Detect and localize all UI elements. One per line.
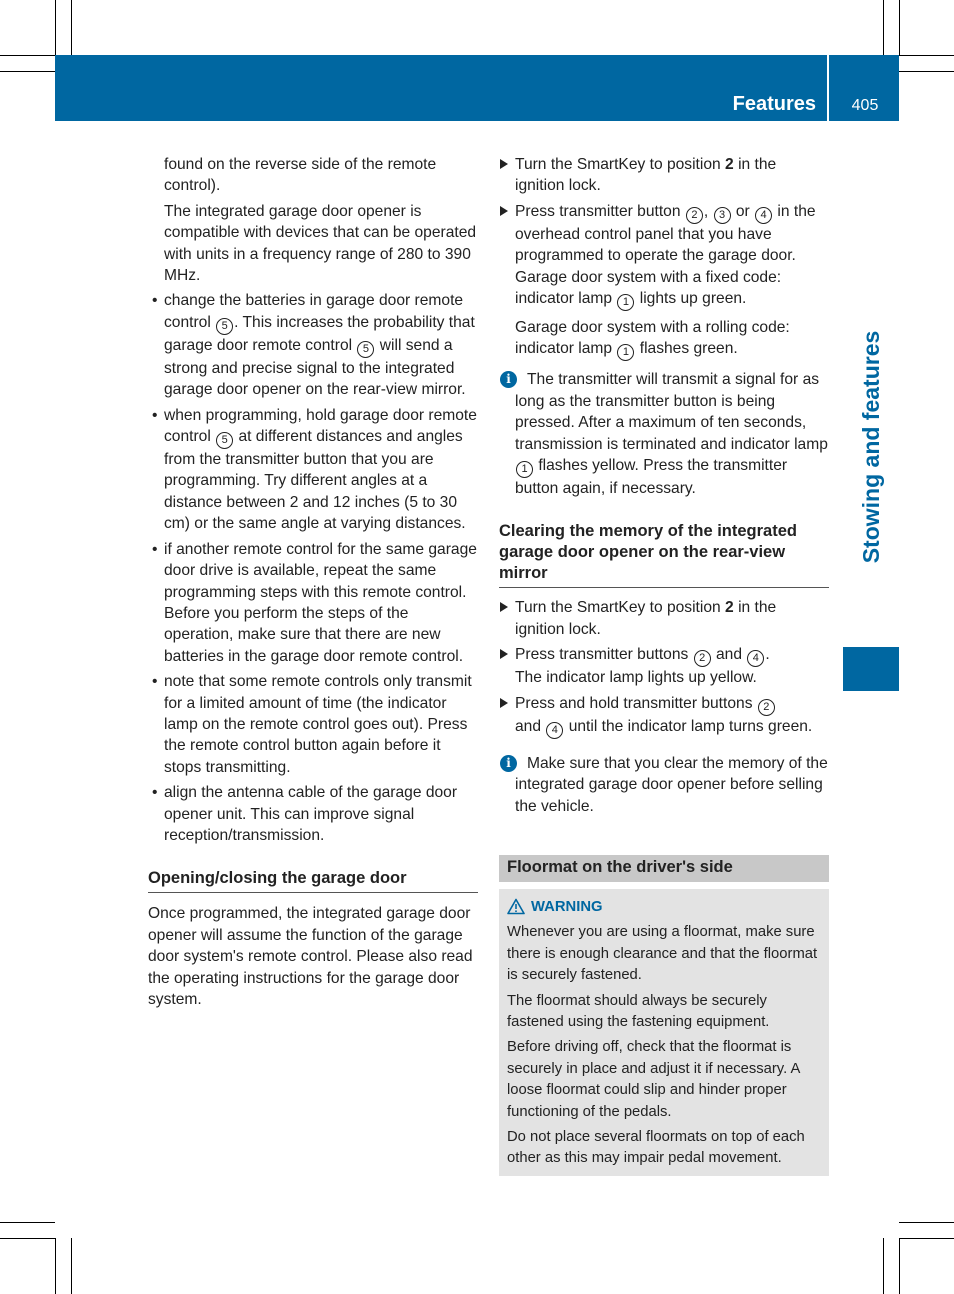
section-heading: Clearing the memory of the integrated garage door opener on the rear-view mirror xyxy=(499,521,829,588)
info-icon: i xyxy=(500,371,517,388)
list-item: • if another remote control for the same garage door drive is available, repeat the same programming steps with this remote control. Before you perform the steps of the operation, make sure that there are new batteries in the garage door remote control. xyxy=(148,539,478,667)
crop-mark xyxy=(0,1222,55,1223)
step-arrow-icon xyxy=(500,159,508,169)
callout-number: 5 xyxy=(357,341,374,358)
step-arrow-icon xyxy=(500,649,508,659)
callout-number: 1 xyxy=(617,294,634,311)
instruction-step: Press and hold transmitter buttons 2 and 4 until the indicator lamp turns green. xyxy=(499,693,829,739)
crop-mark xyxy=(899,1222,954,1223)
warning-box xyxy=(499,889,829,1176)
warning-text: Do not place several floormats on top of each other as this may impair pedal movement. xyxy=(507,1128,805,1167)
instruction-step: Turn the SmartKey to position 2 in the ignition lock. xyxy=(499,597,829,640)
list-item: • align the antenna cable of the garage door opener unit. This can improve signal reception/transmission. xyxy=(148,782,478,846)
section-heading: Floormat on the driver's side xyxy=(499,855,829,882)
crop-mark xyxy=(0,1238,55,1239)
callout-number: 2 xyxy=(758,699,775,716)
chapter-tab-label: Stowing and features xyxy=(858,330,884,564)
list-item: • when programming, hold garage door remote control 5 at different distances and angles from the transmitter button that you are programming. Try different angles at a distance between 2 and 12 inches (5 to 30 cm) or the same angle at varying distances. xyxy=(148,405,478,535)
left-column xyxy=(148,154,478,1010)
callout-number: 4 xyxy=(546,722,563,739)
page-number: 405 xyxy=(851,97,879,114)
crop-mark xyxy=(71,0,72,55)
warning-icon xyxy=(507,898,525,915)
crop-mark xyxy=(899,55,954,56)
info-note: i The transmitter will transmit a signal for as long as the transmitter button is being pressed. After a maximum of ten seconds, transmission is terminated and indicator lamp 1 flashes yellow. Press the transmitter button again, if necessary. xyxy=(499,369,829,499)
instruction-step: Press transmitter button 2 , 3 or 4 in the overhead control panel that you have programmed to operate the garage door. Garage door system with a fixed code: indicator lamp 1 lights up green. xyxy=(499,201,829,311)
callout-number: 4 xyxy=(747,650,764,667)
callout-number: 2 xyxy=(686,207,703,224)
warning-text: Whenever you are using a floormat, make sure there is enough clearance and that the floormat is securely fastened. xyxy=(507,924,818,984)
callout-number: 5 xyxy=(216,432,233,449)
paragraph: Once programmed, the integrated garage door opener will assume the function of the garage door system's remote control. Please also read the operating instructions for the garage door system. xyxy=(148,905,473,1008)
callout-number: 5 xyxy=(216,318,233,335)
crop-mark xyxy=(71,1238,72,1294)
step-arrow-icon xyxy=(500,206,508,216)
crop-mark xyxy=(899,71,954,72)
crop-mark xyxy=(0,71,55,72)
callout-number: 1 xyxy=(617,344,634,361)
paragraph: found on the reverse side of the remote control). xyxy=(164,156,437,195)
callout-number: 3 xyxy=(714,207,731,224)
callout-number: 4 xyxy=(755,207,772,224)
section-heading: Opening/closing the garage door xyxy=(148,868,478,893)
instruction-step: Turn the SmartKey to position 2 in the ignition lock. xyxy=(499,154,829,197)
chapter-tab xyxy=(843,248,899,646)
crop-mark xyxy=(883,0,884,55)
crop-mark xyxy=(899,0,900,55)
info-icon: i xyxy=(500,755,517,772)
callout-number: 1 xyxy=(516,461,533,478)
chapter-marker xyxy=(843,647,899,691)
list-item: • note that some remote controls only transmit for a limited amount of time (the indicator lamp on the remote control goes out). Press the remote control button again before it stops transmitting. xyxy=(148,671,478,778)
right-column xyxy=(499,154,829,1176)
crop-mark xyxy=(883,1238,884,1294)
instruction-step: Press transmitter buttons 2 and 4 . The indicator lamp lights up yellow. xyxy=(499,644,829,688)
list-item: • change the batteries in garage door remote control 5 . This increases the probability that garage door remote control 5 will send a strong and precise signal to the integrated garage door opener on the rear-view mirror. xyxy=(148,290,478,400)
step-arrow-icon xyxy=(500,602,508,612)
step-arrow-icon xyxy=(500,698,508,708)
crop-mark xyxy=(55,1238,56,1294)
crop-mark xyxy=(0,55,55,56)
paragraph: Garage door system with a rolling code: indicator lamp 1 flashes green. xyxy=(499,317,829,361)
callout-number: 2 xyxy=(694,650,711,667)
paragraph: The integrated garage door opener is compatible with devices that can be operated with units in a frequency range of 280 to 390 MHz. xyxy=(164,202,477,285)
warning-text: The floormat should always be securely fastened using the fastening equipment. xyxy=(507,992,770,1030)
page-header xyxy=(55,55,899,121)
warning-title: WARNING xyxy=(507,897,821,918)
crop-mark xyxy=(899,1238,900,1294)
section-title: Features xyxy=(732,93,816,115)
crop-mark xyxy=(55,0,56,55)
warning-text: Before driving off, check that the floormat is securely in place and adjust it if necessary. A loose floormat could slip and hinder proper functioning of the pedals. xyxy=(507,1039,800,1120)
crop-mark xyxy=(899,1238,954,1239)
info-note: i Make sure that you clear the memory of the integrated garage door opener before selling the vehicle. xyxy=(499,753,829,817)
header-divider xyxy=(827,55,829,121)
